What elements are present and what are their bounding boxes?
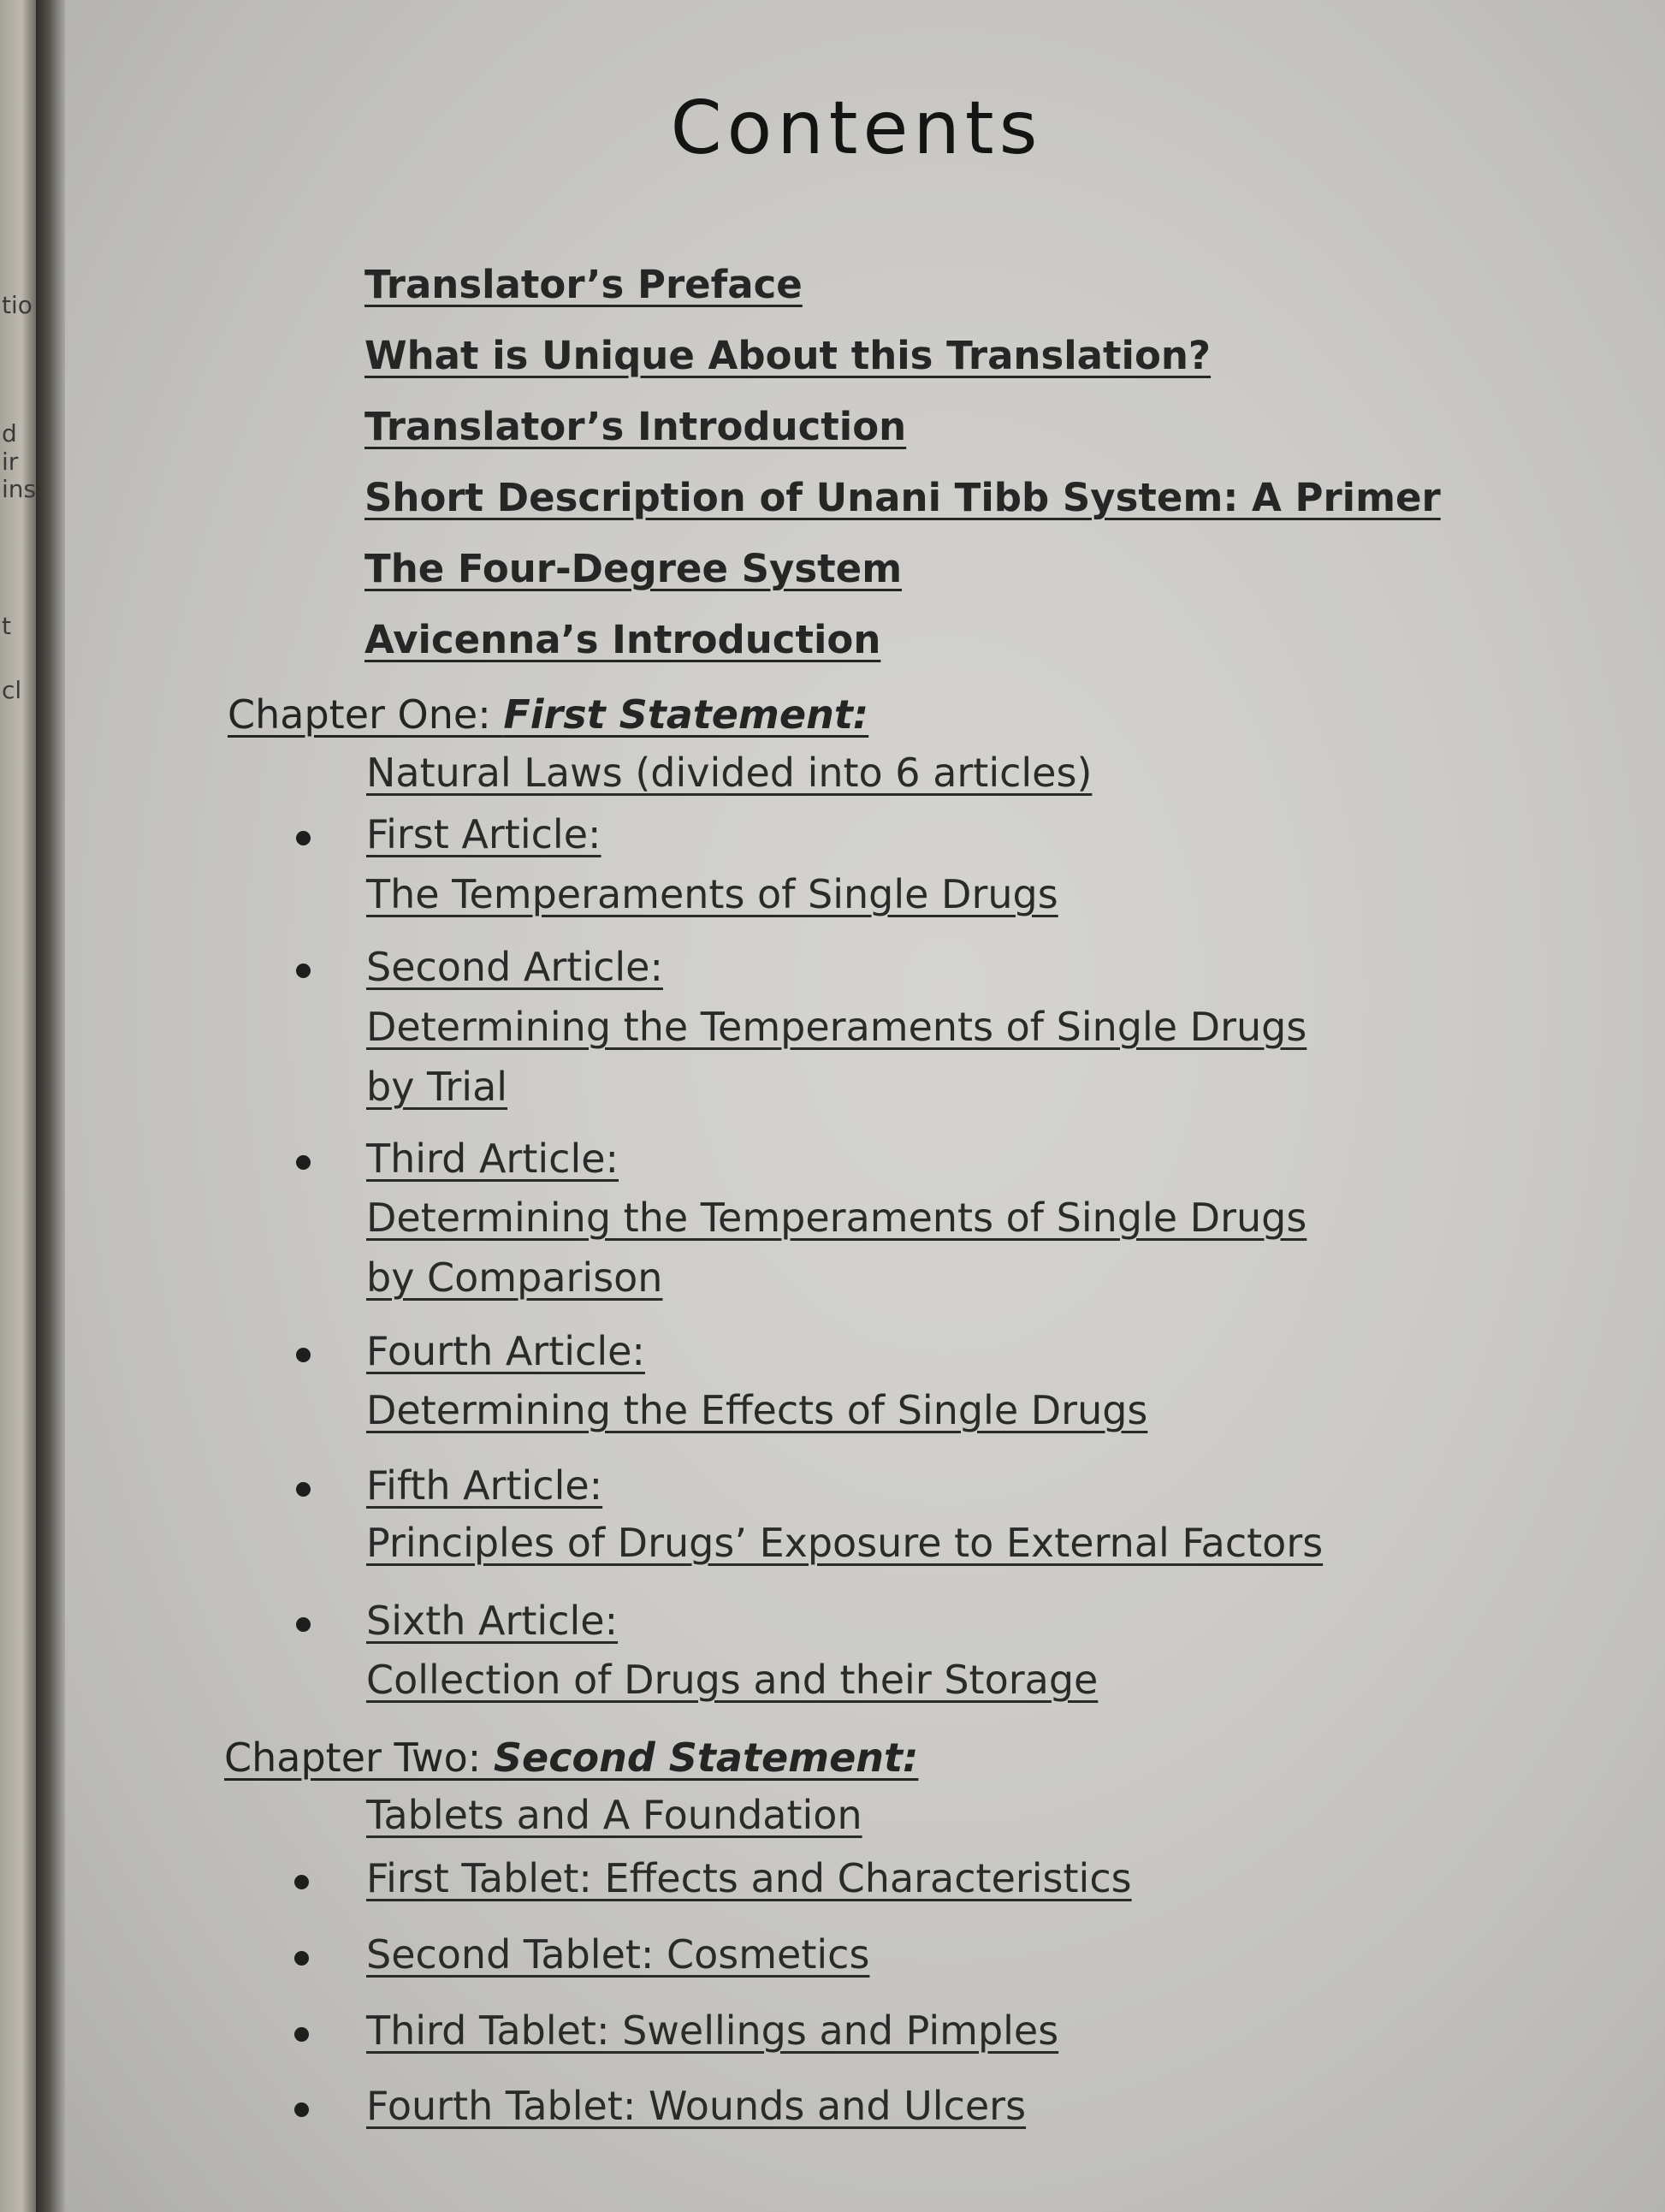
- chapter-one-subtitle[interactable]: [366, 750, 1093, 796]
- prev-page-fragment: d ir: [2, 419, 19, 476]
- toc-entry-third-article-heading[interactable]: [366, 1136, 619, 1182]
- article-heading: First Article:: [366, 811, 601, 857]
- chapter-two-heading[interactable]: [224, 1735, 918, 1781]
- contents-page: [65, 0, 1665, 2212]
- toc-entry-label: What is Unique About this Translation?: [364, 333, 1212, 378]
- prev-page-fragment: tio: [2, 291, 33, 319]
- chapter-label: Chapter One:: [228, 691, 504, 738]
- bullet-icon: [294, 1875, 309, 1889]
- article-heading: Fourth Article:: [366, 1328, 645, 1374]
- toc-entry-four-degree-system[interactable]: [364, 546, 903, 591]
- article-title-line: Determining the Temperaments of Single Drugs: [366, 1004, 1307, 1050]
- bullet-icon: [294, 2027, 309, 2042]
- toc-entry-unique-translation[interactable]: [364, 333, 1212, 378]
- toc-entry-label: Translator’s Preface: [364, 262, 803, 307]
- toc-entry-third-article-title[interactable]: [366, 1195, 1307, 1241]
- chapter-subtitle-label: Natural Laws (divided into 6 articles): [366, 750, 1093, 796]
- previous-page-edge: [0, 0, 36, 2212]
- article-title-line: Principles of Drugs’ Exposure to External Factors: [366, 1520, 1324, 1566]
- bullet-icon: [296, 1348, 311, 1362]
- article-heading: Sixth Article:: [366, 1598, 619, 1644]
- article-title-line: Collection of Drugs and their Storage: [366, 1657, 1099, 1703]
- toc-entry-label: Avicenna’s Introduction: [364, 617, 881, 662]
- bullet-icon: [296, 1482, 311, 1497]
- bullet-icon: [296, 1155, 311, 1170]
- prev-page-fragment: t: [2, 612, 11, 640]
- toc-entry-unani-tibb-primer[interactable]: [364, 475, 1441, 520]
- tablet-label: First Tablet: Effects and Characteristics: [366, 1855, 1132, 1901]
- toc-entry-label: Translator’s Introduction: [364, 404, 907, 449]
- article-title-line: Determining the Temperaments of Single Drugs: [366, 1195, 1307, 1241]
- bullet-icon: [296, 964, 311, 978]
- book-spine-shadow: [36, 0, 65, 2212]
- toc-entry-label: The Four-Degree System: [364, 546, 903, 591]
- toc-entry-translators-preface[interactable]: [364, 262, 803, 307]
- bullet-icon: [294, 1951, 309, 1966]
- toc-entry-fourth-article-title[interactable]: [366, 1387, 1148, 1433]
- toc-entry-fifth-article-title[interactable]: [366, 1520, 1324, 1566]
- page-title: Contents: [670, 86, 1043, 171]
- article-heading: Second Article:: [366, 944, 663, 990]
- prev-page-fragment: cl: [2, 676, 22, 704]
- toc-entry-fourth-article-heading[interactable]: [366, 1328, 645, 1374]
- toc-entry-second-article-heading[interactable]: [366, 944, 663, 990]
- chapter-label: Chapter Two:: [224, 1735, 494, 1781]
- chapter-statement: Second Statement:: [493, 1735, 919, 1781]
- toc-entry-first-tablet[interactable]: [366, 1855, 1132, 1901]
- tablet-label: Third Tablet: Swellings and Pimples: [366, 2007, 1059, 2054]
- article-heading: Third Article:: [366, 1136, 619, 1182]
- bullet-icon: [296, 1617, 311, 1632]
- prev-page-fragment: ins: [2, 475, 36, 503]
- toc-entry-translators-introduction[interactable]: [364, 404, 907, 449]
- chapter-statement: First Statement:: [503, 691, 869, 738]
- toc-entry-second-article-title[interactable]: [366, 1004, 1307, 1050]
- article-title-line: The Temperaments of Single Drugs: [366, 871, 1058, 917]
- toc-entry-first-article-title[interactable]: [366, 871, 1058, 917]
- bullet-icon: [296, 831, 311, 845]
- toc-entry-sixth-article-heading[interactable]: [366, 1598, 619, 1644]
- tablet-label: Fourth Tablet: Wounds and Ulcers: [366, 2083, 1027, 2129]
- toc-entry-fifth-article-heading[interactable]: [366, 1462, 603, 1509]
- toc-entry-fourth-tablet[interactable]: [366, 2083, 1027, 2129]
- chapter-subtitle-label: Tablets and A Foundation: [366, 1792, 862, 1838]
- toc-entry-avicennas-introduction[interactable]: [364, 617, 881, 662]
- toc-entry-second-article-title-cont[interactable]: [366, 1064, 508, 1110]
- article-title-line: by Comparison: [366, 1254, 663, 1301]
- toc-entry-third-article-title-cont[interactable]: [366, 1254, 663, 1301]
- tablet-label: Second Tablet: Cosmetics: [366, 1931, 870, 1978]
- toc-entry-second-tablet[interactable]: [366, 1931, 870, 1978]
- toc-entry-sixth-article-title[interactable]: [366, 1657, 1099, 1703]
- chapter-two-subtitle[interactable]: [366, 1792, 862, 1838]
- chapter-one-heading[interactable]: [228, 691, 868, 738]
- article-title-line: by Trial: [366, 1064, 508, 1110]
- article-title-line: Determining the Effects of Single Drugs: [366, 1387, 1148, 1433]
- article-heading: Fifth Article:: [366, 1462, 603, 1509]
- toc-entry-third-tablet[interactable]: [366, 2007, 1059, 2054]
- toc-entry-first-article-heading[interactable]: [366, 811, 601, 857]
- bullet-icon: [294, 2102, 309, 2117]
- toc-entry-label: Short Description of Unani Tibb System: A Primer: [364, 475, 1441, 520]
